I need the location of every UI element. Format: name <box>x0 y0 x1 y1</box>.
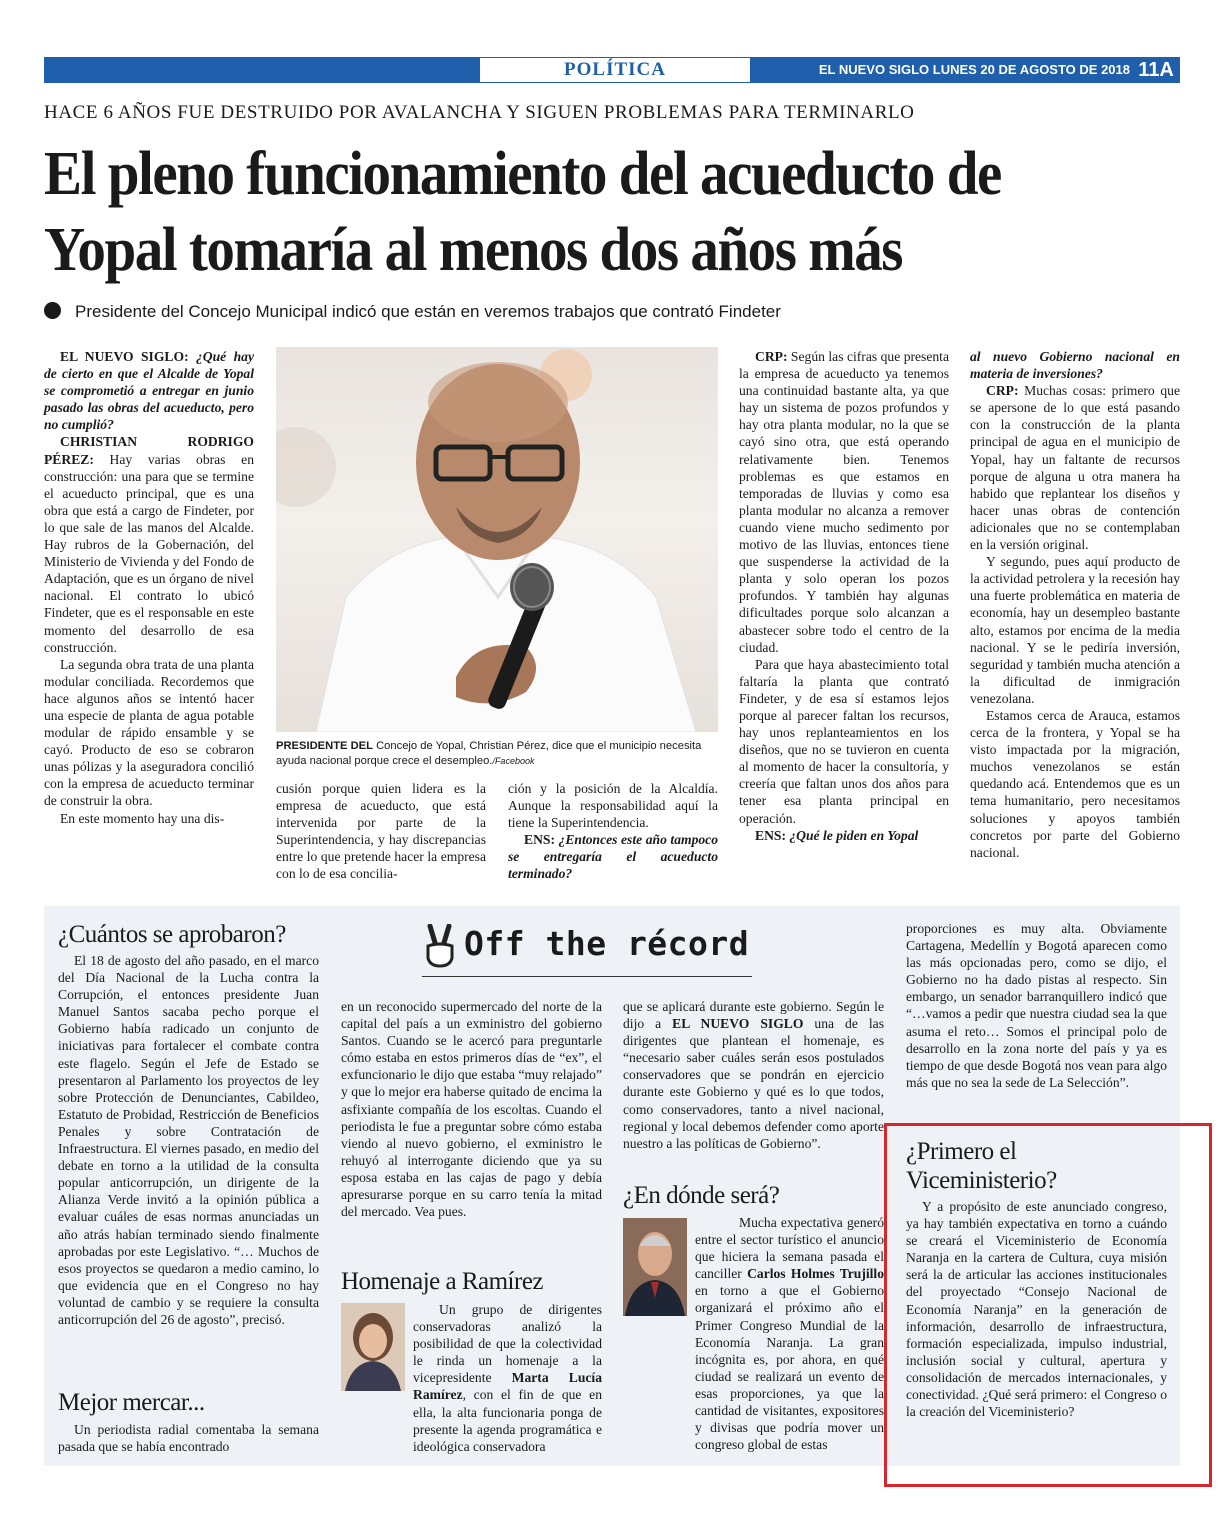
paragraph-part: que se aplicará durante este gobierno. Según le dijo a <box>623 999 884 1032</box>
victory-hand-icon <box>422 924 458 968</box>
section-title: Homenaje a Ramírez <box>341 1268 544 1295</box>
off-the-record-title <box>422 922 752 977</box>
question-3: ¿Qué le piden en Yopal <box>785 827 919 843</box>
answer-1: Hay varias obras en construcción: una para que se termine el acueducto principal, que es una obra que está a cargo de Findeter, por lo que sale de las manos del Alcalde. Hay rubros de la Gobernación, del Ministerio de Vivienda y del Fondo de Adaptación, que es un órgano de nivel nacional. El contrato lo ubicó Findeter, que es el responsable en este momento del desarrollo de esa construcción. <box>44 451 254 655</box>
article-column-5 <box>970 348 1180 861</box>
page-number: 11A <box>1138 59 1174 81</box>
paragraph: El 18 de agosto del año pasado, en el marco del Día Nacional de la Lucha contra la Corrupción, el entonces presidente Juan Manuel Santos sacaba pecho porque el Gobierno había radicado un conjunto de iniciativas para fortalecer el combate contra este flagelo. Según el Jefe de Estado se presentaron al Parlamento los proyectos de ley sobre Protección de Denunciantes, Cabildeo, Estatuto de Probidad, Restricción de Beneficios Penales y sobre Contratación de Infraestructura. El viernes pasado, en medio del debate en torno a la utilidad de la consulta popular anticorrupción, un dirigente de la Alianza Verde invitó a la opinión pública a evaluar cuáles de esas normas anunciadas un año atrás habían terminado siendo finalmente aprobadas por este Legislativo. “… Muchos de esos proyectos se quedaron a medio camino, lo que evidencia que en el Congreso no hay voluntad de cambio y se requiere la consulta anticorrupción del 26 de agosto”, precisó. <box>58 953 319 1327</box>
caption-label: PRESIDENTE DEL <box>276 740 373 752</box>
headline-line-2: Yopal tomaría al menos dos años más <box>44 216 903 284</box>
person-name: Carlos Holmes Trujillo <box>747 1266 885 1282</box>
paragraph: La segunda obra trata de una planta modular conciliada. Recordemos que hace algunos años se intentó hacer una especie de planta de agua potable modular de rápido ensamble y se cayó. Producto de eso se cobraron unas pólizas y la aseguradora concilió con la empresa de acueducto terminar de construir la obra. <box>44 656 254 809</box>
otr-column-4-bottom <box>906 1198 1167 1420</box>
interviewer-label: ENS: <box>524 832 555 848</box>
otr-column-3-bottom <box>623 1214 884 1453</box>
article-subtitle <box>44 300 1180 324</box>
question-2: ¿Entonces este año tampoco se entregaría el acueducto terminado? <box>508 832 718 882</box>
section-label: POLÍTICA <box>480 58 750 82</box>
paragraph: Un periodista radial comentaba la semana pasada que se había encontrado <box>58 1422 319 1455</box>
caption-text: Concejo de Yopal, Christian Pérez, dice que el municipio necesita ayuda nacional porque crece el desempleo. <box>276 740 702 767</box>
dateline: EL NUEVO SIGLO LUNES 20 DE AGOSTO DE 2018 <box>818 62 1130 77</box>
otr-column-2 <box>341 998 602 1220</box>
otr-column-4 <box>906 920 1167 1091</box>
bullet-icon <box>44 302 61 319</box>
interviewee-label: CRP: <box>986 383 1019 399</box>
paragraph-part: Un grupo de dirigentes conservadoras analizó la posibilidad de que la colectividad le rinda un homenaje a la vicepresidente <box>413 1302 602 1386</box>
person-name: Marta Lucía Ramírez <box>413 1370 602 1403</box>
section-title-line-2: Viceministerio? <box>906 1167 1057 1194</box>
section-title: Mejor mercar... <box>58 1389 205 1416</box>
interviewer-label: EL NUEVO SIGLO: <box>60 349 189 364</box>
interviewee-label: CRP: <box>755 349 788 364</box>
paragraph: Y segundo, pues aquí producto de la actividad petrolera y la recesión hay una fuerte problemática en materia de economía, hay un desempleo bastante alto, estamos por encima de la media nacional. Y se le pediría inversión, seguridad y también mucha atención a la dificultad de inmigración venezolana. <box>970 554 1180 706</box>
article-column-2 <box>276 780 486 883</box>
section-title: ¿Cuántos se aprobaron? <box>58 921 286 948</box>
paragraph: proporciones es muy alta. Obviamente Cartagena, Medellín y Bogotá aparecen como las más opcionadas pero, como se dijo, el Gobierno no ha dado pistas al respecto. Sin embargo, un senador barranquillero indicó que “…vamos a pedir que nuestra ciudad sea la que asuma el reto… Somos el principal polo de desarrollo en la zona norte del país y ya es tiempo de que desde Bogotá nos vean para algo más que no sea la sede de La Selección”. <box>906 921 1167 1090</box>
headline-line-1: El pleno funcionamiento del acueducto de <box>44 140 1001 208</box>
interviewer-label: ENS: <box>755 827 786 843</box>
question-3-continued: al nuevo Gobierno nacional en materia de inversiones? <box>970 349 1180 382</box>
answer-2: Según las cifras que presenta la empresa de acueducto ya tenemos una continuidad bastante alta, ya que hay un sistema de pozos profundos y hay otra planta modular, no la que se cayó sino otra, que está operando relativamente bien. Tenemos problemas es que estamos en temporadas de lluvias y como esa planta modular no alcanza a remover cuando viene mucho sedimento por motivo de las lluvias, entonces tiene que suspenderse la actividad de la planta y solo operan los pozos profundos. Y también hay algunas dificultades porque solo alcanzan a abastecer sobre todo el centro de la ciudad. <box>739 349 949 655</box>
paragraph: Y a propósito de este anunciado congreso, ya hay también expectativa en torno a cuándo se creará el Viceministerio de Economía Naranja en la cartera de Cultura, cuya misión será la de articular las acciones institucionales del proyectado “Consejo Nacional de Economía Naranja” en la generación de información, desarrollo de infraestructura, formación especializada, impulso industrial, inclusión social y cultural, apertura y consolidación de mercados internacionales, y conectividad. ¿Qué será primero: el Congreso o la creación del Viceministerio? <box>906 1199 1167 1420</box>
portrait-illustration <box>276 347 718 732</box>
otr-column-1-bottom <box>58 1421 319 1455</box>
otr-column-2-bottom <box>341 1301 602 1455</box>
section-title-line-1: ¿Primero el <box>906 1138 1017 1165</box>
subtitle-text: Presidente del Concejo Municipal indicó que están en veremos trabajos que contrató Findeter <box>75 302 781 321</box>
newspaper-name: EL NUEVO SIGLO <box>672 1016 804 1032</box>
article-headline <box>44 136 1089 288</box>
off-the-record-title-text: Off the récord <box>464 924 750 963</box>
photo-caption <box>276 739 718 769</box>
question-1: ¿Qué hay de cierto en que el Alcalde de Yopal se comprometió a entregar en junio pasado las obras del acueducto, pero no cumplió? <box>44 349 254 433</box>
paragraph: En este momento hay una dis- <box>60 810 225 826</box>
paragraph: ción y la posición de la Alcaldía. Aunque la responsabilidad aquí la tiene la Superintendencia. <box>508 781 718 831</box>
photo-credit: /Facebook <box>492 756 535 766</box>
otr-column-1 <box>58 952 319 1328</box>
interviewee-label: CHRISTIAN RODRIGO PÉREZ: <box>44 434 254 467</box>
paragraph: Estamos cerca de Arauca, estamos cerca de la frontera, y Yopal se ha visto impactada por la migración, muchos venezolanos se están quedando acá. Entendemos que es un tema humanitario, pero necesitamos soluciones y apoyos también concretos por parte del Gobierno nacional. <box>970 707 1180 860</box>
paragraph-part: , con el fin de que en ella, la alta funcionaria ponga de presente la agenda programática e ideológica conservadora <box>413 1387 602 1454</box>
article-photo <box>276 347 718 732</box>
paragraph: Para que haya abastecimiento total faltaría la planta que contrató Findeter, y de esa sí estamos lejos porque al parecer faltan los recursos, hay unos replanteamientos en los diseños, que no se tuvieron en cuenta al momento de hacer la consultoría, y creería que faltan unos dos años para tener esa planta principal en operación. <box>739 656 949 826</box>
otr-column-3 <box>623 998 884 1152</box>
section-title: ¿En dónde será? <box>623 1182 780 1209</box>
article-column-1 <box>44 348 254 827</box>
paragraph-part: en torno a que el Gobierno organizará el próximo año el Primer Congreso Mundial de la Economía Naranja. La gran incógnita es, por ahora, en qué ciudad se realizará un evento de esas proporciones, ya que la cantidad de visitantes, expositores y divisas que podría mover un congreso global de estas <box>695 1283 884 1453</box>
article-kicker: HACE 6 AÑOS FUE DESTRUIDO POR AVALANCHA Y SIGUEN PROBLEMAS PARA TERMINARLO <box>44 102 915 123</box>
paragraph-part: Mucha expectativa generó entre el sector turístico el anuncio que hiciera la semana pasada el canciller <box>695 1215 884 1282</box>
paragraph: en un reconocido supermercado del norte de la capital del país a un exministro del gobierno Santos. Cuando se le acercó para preguntarle cómo estaba en estos primeros días de “ex”, el exfuncionario le dijo que estaba “muy relajado” y que lo mejor era haberse quitado de encima la asfixiante compañía de los escoltas. Cuando el periodista le fue a preguntar sobre cómo estaba viendo al nuevo gobierno, el exministro le rehuyó al interrogante diciendo que ya su esposa estaba en las cajas de pago y debía apresurarse porque en su carro tenía la mitad del mercado. Vea pues. <box>341 999 602 1220</box>
article-column-4 <box>739 348 949 844</box>
answer-3: Muchas cosas: primero que se apersone de lo que está pasando con la construcción de la planta principal de agua en el municipio de Yopal, hay un faltante de recursos porque de alguna u otra manera ha habido que replantear los diseños y hacer unas obras de contención adicionales que no se contemplaban en la versión original. <box>970 383 1180 553</box>
section-title <box>906 1137 1167 1195</box>
paragraph-part: una de las dirigentes que plantean el homenaje, es “necesario saber cuáles serán esos postulados conservadores que se pondrán en ejercicio durante este Gobierno y qué es lo que todos, como conservadores, tanto a nivel nacional, regional y local debemos defender como aporte nuestro a las políticas de Gobierno”. <box>623 1016 884 1151</box>
article-column-3 <box>508 780 718 883</box>
paragraph: cusión porque quien lidera es la empresa de acueducto, que está intervenida por parte de la Superintendencia, y hay discrepancias entre lo que pretende hacer la empresa con lo de esa concilia- <box>276 781 486 882</box>
